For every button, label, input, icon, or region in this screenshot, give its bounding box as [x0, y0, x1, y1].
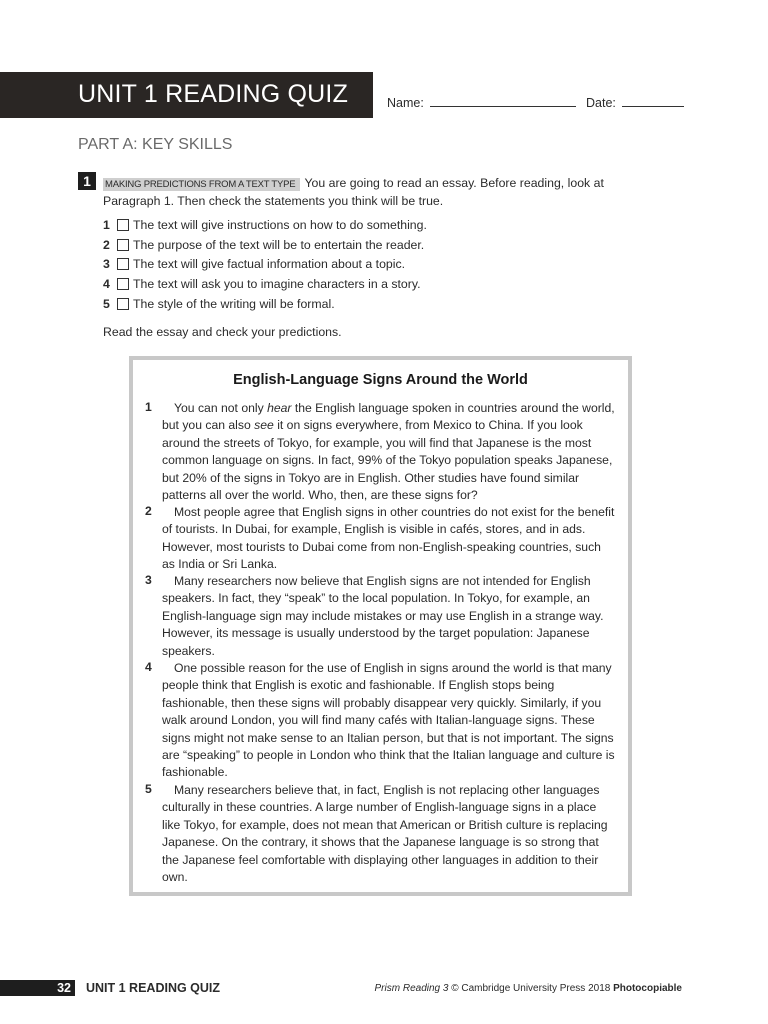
page-number: 32	[0, 980, 75, 996]
unit-title: UNIT 1 READING QUIZ	[78, 80, 349, 108]
statement-item	[103, 274, 427, 294]
photocopiable-label: Photocopiable	[613, 983, 682, 994]
part-heading: PART A: KEY SKILLS	[78, 136, 233, 153]
paragraph-number: 3	[145, 573, 152, 587]
paragraph-text: You can not only hear the English language spoken in countries around the world, but you can also see it on signs everywhere, from Mexico to China. If you look around the streets of Tokyo, for example, you will find that Japanese is the most common language on signs. In fact, 99% of the Tokyo population speaks Japanese, but 20% of the signs in Tokyo are in English. Other studies have found similar patterns all over the world. Who, then, are these signs for?	[162, 401, 615, 503]
paragraph-number: 1	[145, 400, 152, 414]
statement-number: 4	[103, 276, 110, 291]
checkbox[interactable]	[117, 278, 129, 290]
statement-text: The purpose of the text will be to entertain the reader.	[133, 237, 425, 252]
essay-paragraph-1	[145, 400, 615, 504]
question-number: 1	[78, 172, 96, 190]
copyright: © Cambridge University Press 2018	[448, 983, 614, 994]
unit-title-bar	[0, 72, 373, 118]
name-line[interactable]	[430, 95, 576, 107]
essay-title: English-Language Signs Around the World	[233, 372, 528, 388]
footer-credit	[375, 982, 682, 996]
statement-text: The text will give factual information about a topic.	[133, 257, 406, 272]
statement-number: 3	[103, 257, 110, 272]
paragraph-number: 2	[145, 504, 152, 518]
statement-text: The text will give instructions on how to do something.	[133, 217, 427, 232]
checkbox[interactable]	[117, 239, 129, 251]
checkbox[interactable]	[117, 298, 129, 310]
book-title: Prism Reading 3	[374, 983, 449, 994]
statement-item	[103, 235, 427, 255]
paragraph-number: 4	[145, 660, 152, 674]
statement-text: The text will ask you to imagine characters in a story.	[133, 276, 421, 291]
statement-item	[103, 294, 427, 314]
question-instruction	[103, 175, 633, 210]
statement-number: 1	[103, 217, 110, 232]
statement-number: 2	[103, 237, 110, 252]
paragraph-text: Many researchers now believe that English signs are not intended for English speakers. In fact, they “speak” to the local population. In Tokyo, for example, an English-language sign may include mistakes or may use English in a strange way. However, its message is usually understood by the target population: Japanese speakers.	[162, 574, 604, 658]
statement-text: The style of the writing will be formal.	[133, 296, 335, 311]
checkbox[interactable]	[117, 258, 129, 270]
statement-number: 5	[103, 296, 110, 311]
footer-title: UNIT 1 READING QUIZ	[86, 981, 221, 995]
paragraph-text: Many researchers believe that, in fact, English is not replacing other languages culturally in these countries. A large number of English-language signs in a place like Tokyo, for example, does not mean that American or British culture is replacing Japanese. On the contrary, it shows that the Japanese language is so strong that the Japanese feel comfortable with displaying other languages in addition to their own.	[162, 783, 608, 885]
follow-up-instruction: Read the essay and check your predictions.	[103, 325, 342, 339]
name-field[interactable]	[387, 95, 576, 110]
essay-paragraph-5	[145, 782, 615, 886]
essay-paragraph-4	[145, 660, 615, 782]
paragraph-number: 5	[145, 782, 152, 796]
essay-box	[129, 356, 632, 896]
skill-tag: MAKING PREDICTIONS FROM A TEXT TYPE	[103, 178, 300, 191]
checkbox[interactable]	[117, 219, 129, 231]
paragraph-text: Most people agree that English signs in other countries do not exist for the benefit of tourists. In Dubai, for example, English is visible in cafés, stores, and in ads. However, most tourists to Dubai come from non-English-speaking countries, such as India or Sri Lanka.	[162, 505, 615, 572]
date-label: Date:	[586, 96, 616, 110]
name-label: Name:	[387, 96, 424, 110]
date-field[interactable]	[586, 95, 684, 110]
essay-paragraph-3	[145, 573, 615, 660]
date-line[interactable]	[622, 95, 684, 107]
instruction-text: You are going to read an essay. Before reading, look at Paragraph 1. Then check the statements you think will be true.	[103, 176, 604, 208]
statement-item	[103, 215, 427, 235]
statement-item	[103, 254, 427, 274]
paragraph-text: One possible reason for the use of English in signs around the world is that many people think that English is exotic and fashionable. If English stops being fashionable, then these signs will probably disappear very quickly. Similarly, if you walk around London, you will find many cafés with Italian-language signs. These signs might not make sense to an Italian person, but that is not important. The signs are “speaking” to people in London who think that the Italian language and culture is fashionable.	[162, 661, 615, 780]
statement-list	[103, 215, 427, 313]
essay-paragraph-2	[145, 504, 615, 574]
